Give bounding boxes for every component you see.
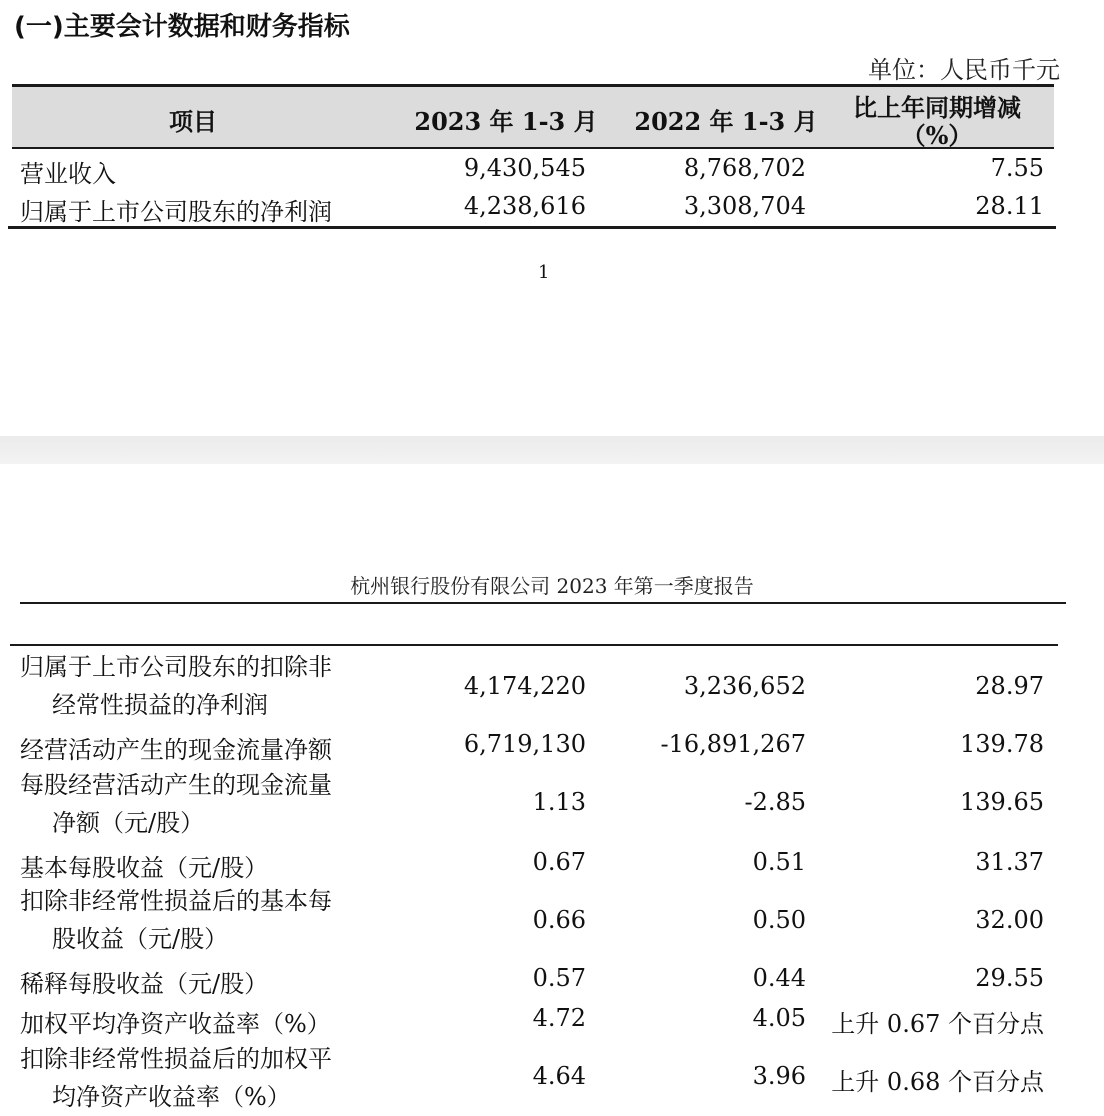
row-value-2022: -16,891,267 bbox=[660, 730, 806, 758]
header-change-line1: 比上年同期增减 bbox=[853, 93, 1021, 122]
row-value-2023: 0.67 bbox=[532, 848, 586, 876]
section-title: (一)主要会计数据和财务指标 bbox=[14, 12, 350, 42]
row-value-2022: -2.85 bbox=[744, 788, 806, 816]
row-change: 28.11 bbox=[975, 192, 1044, 220]
row-label-line1: 归属于上市公司股东的扣除非 bbox=[20, 653, 332, 681]
row-value-2022: 0.44 bbox=[752, 964, 806, 992]
row-value-2022: 3.96 bbox=[752, 1062, 806, 1090]
row-value-2022: 4.05 bbox=[752, 1004, 806, 1032]
row-value-2023: 0.57 bbox=[532, 964, 586, 992]
row-value-2022: 3,236,652 bbox=[683, 672, 806, 700]
header-change-line2: （%） bbox=[901, 121, 973, 150]
row-value-2023: 0.66 bbox=[532, 906, 586, 934]
row-value-2022: 3,308,704 bbox=[683, 192, 806, 220]
report-header-rule bbox=[20, 602, 1066, 604]
row-value-2023: 9,430,545 bbox=[463, 154, 586, 182]
row-value-2023: 6,719,130 bbox=[463, 730, 586, 758]
row-label: 加权平均净资产收益率（%） bbox=[20, 1010, 331, 1038]
row-label: 营业收入 bbox=[20, 160, 116, 188]
report-header: 杭州银行股份有限公司 2023 年第一季度报告 bbox=[350, 574, 754, 598]
row-label-line2: 经常性损益的净利润 bbox=[52, 691, 268, 719]
row-label-line2: 均净资产收益率（%） bbox=[52, 1083, 291, 1111]
row-value-2023: 4,174,220 bbox=[463, 672, 586, 700]
row-change: 29.55 bbox=[975, 964, 1044, 992]
row-value-2022: 0.50 bbox=[752, 906, 806, 934]
row-label bbox=[20, 648, 380, 724]
row-value-2023: 4.64 bbox=[532, 1062, 586, 1090]
row-label: 经营活动产生的现金流量净额 bbox=[20, 736, 332, 764]
row-change: 139.65 bbox=[960, 788, 1044, 816]
row-label-line2: 净额（元/股） bbox=[52, 809, 205, 837]
table-bottom-rule bbox=[8, 226, 1056, 229]
row-value-2022: 0.51 bbox=[752, 848, 806, 876]
row-change: 上升 0.67 个百分点 bbox=[831, 1010, 1044, 1038]
row-label-line2: 股收益（元/股） bbox=[52, 925, 229, 953]
row-change: 31.37 bbox=[975, 848, 1044, 876]
row-change: 139.78 bbox=[960, 730, 1044, 758]
row-label-line1: 每股经营活动产生的现金流量 bbox=[20, 771, 332, 799]
table-top-rule bbox=[12, 84, 1054, 87]
row-label bbox=[20, 882, 380, 958]
row-label-line1: 扣除非经常性损益后的加权平 bbox=[20, 1045, 332, 1073]
page-break bbox=[0, 436, 1104, 464]
row-label-line1: 扣除非经常性损益后的基本每 bbox=[20, 887, 332, 915]
row-change: 上升 0.68 个百分点 bbox=[831, 1068, 1044, 1096]
row-label bbox=[20, 1040, 380, 1116]
row-change: 7.55 bbox=[990, 154, 1044, 182]
row-value-2023: 1.13 bbox=[532, 788, 586, 816]
header-item: 项目 bbox=[169, 107, 217, 136]
row-label: 稀释每股收益（元/股） bbox=[20, 970, 269, 998]
row-value-2023: 4,238,616 bbox=[463, 192, 586, 220]
row-value-2023: 4.72 bbox=[532, 1004, 586, 1032]
row-change: 32.00 bbox=[975, 906, 1044, 934]
page-number: 1 bbox=[538, 262, 550, 283]
header-2023: 2023 年 1-3 月 bbox=[414, 107, 598, 136]
row-label: 归属于上市公司股东的净利润 bbox=[20, 198, 332, 226]
row-label bbox=[20, 766, 380, 842]
row-change: 28.97 bbox=[975, 672, 1044, 700]
table-continuation-rule bbox=[10, 644, 1058, 646]
unit-label: 单位：人民币千元 bbox=[868, 56, 1060, 84]
header-2022: 2022 年 1-3 月 bbox=[634, 107, 818, 136]
row-value-2022: 8,768,702 bbox=[683, 154, 806, 182]
row-label: 基本每股收益（元/股） bbox=[20, 854, 269, 882]
